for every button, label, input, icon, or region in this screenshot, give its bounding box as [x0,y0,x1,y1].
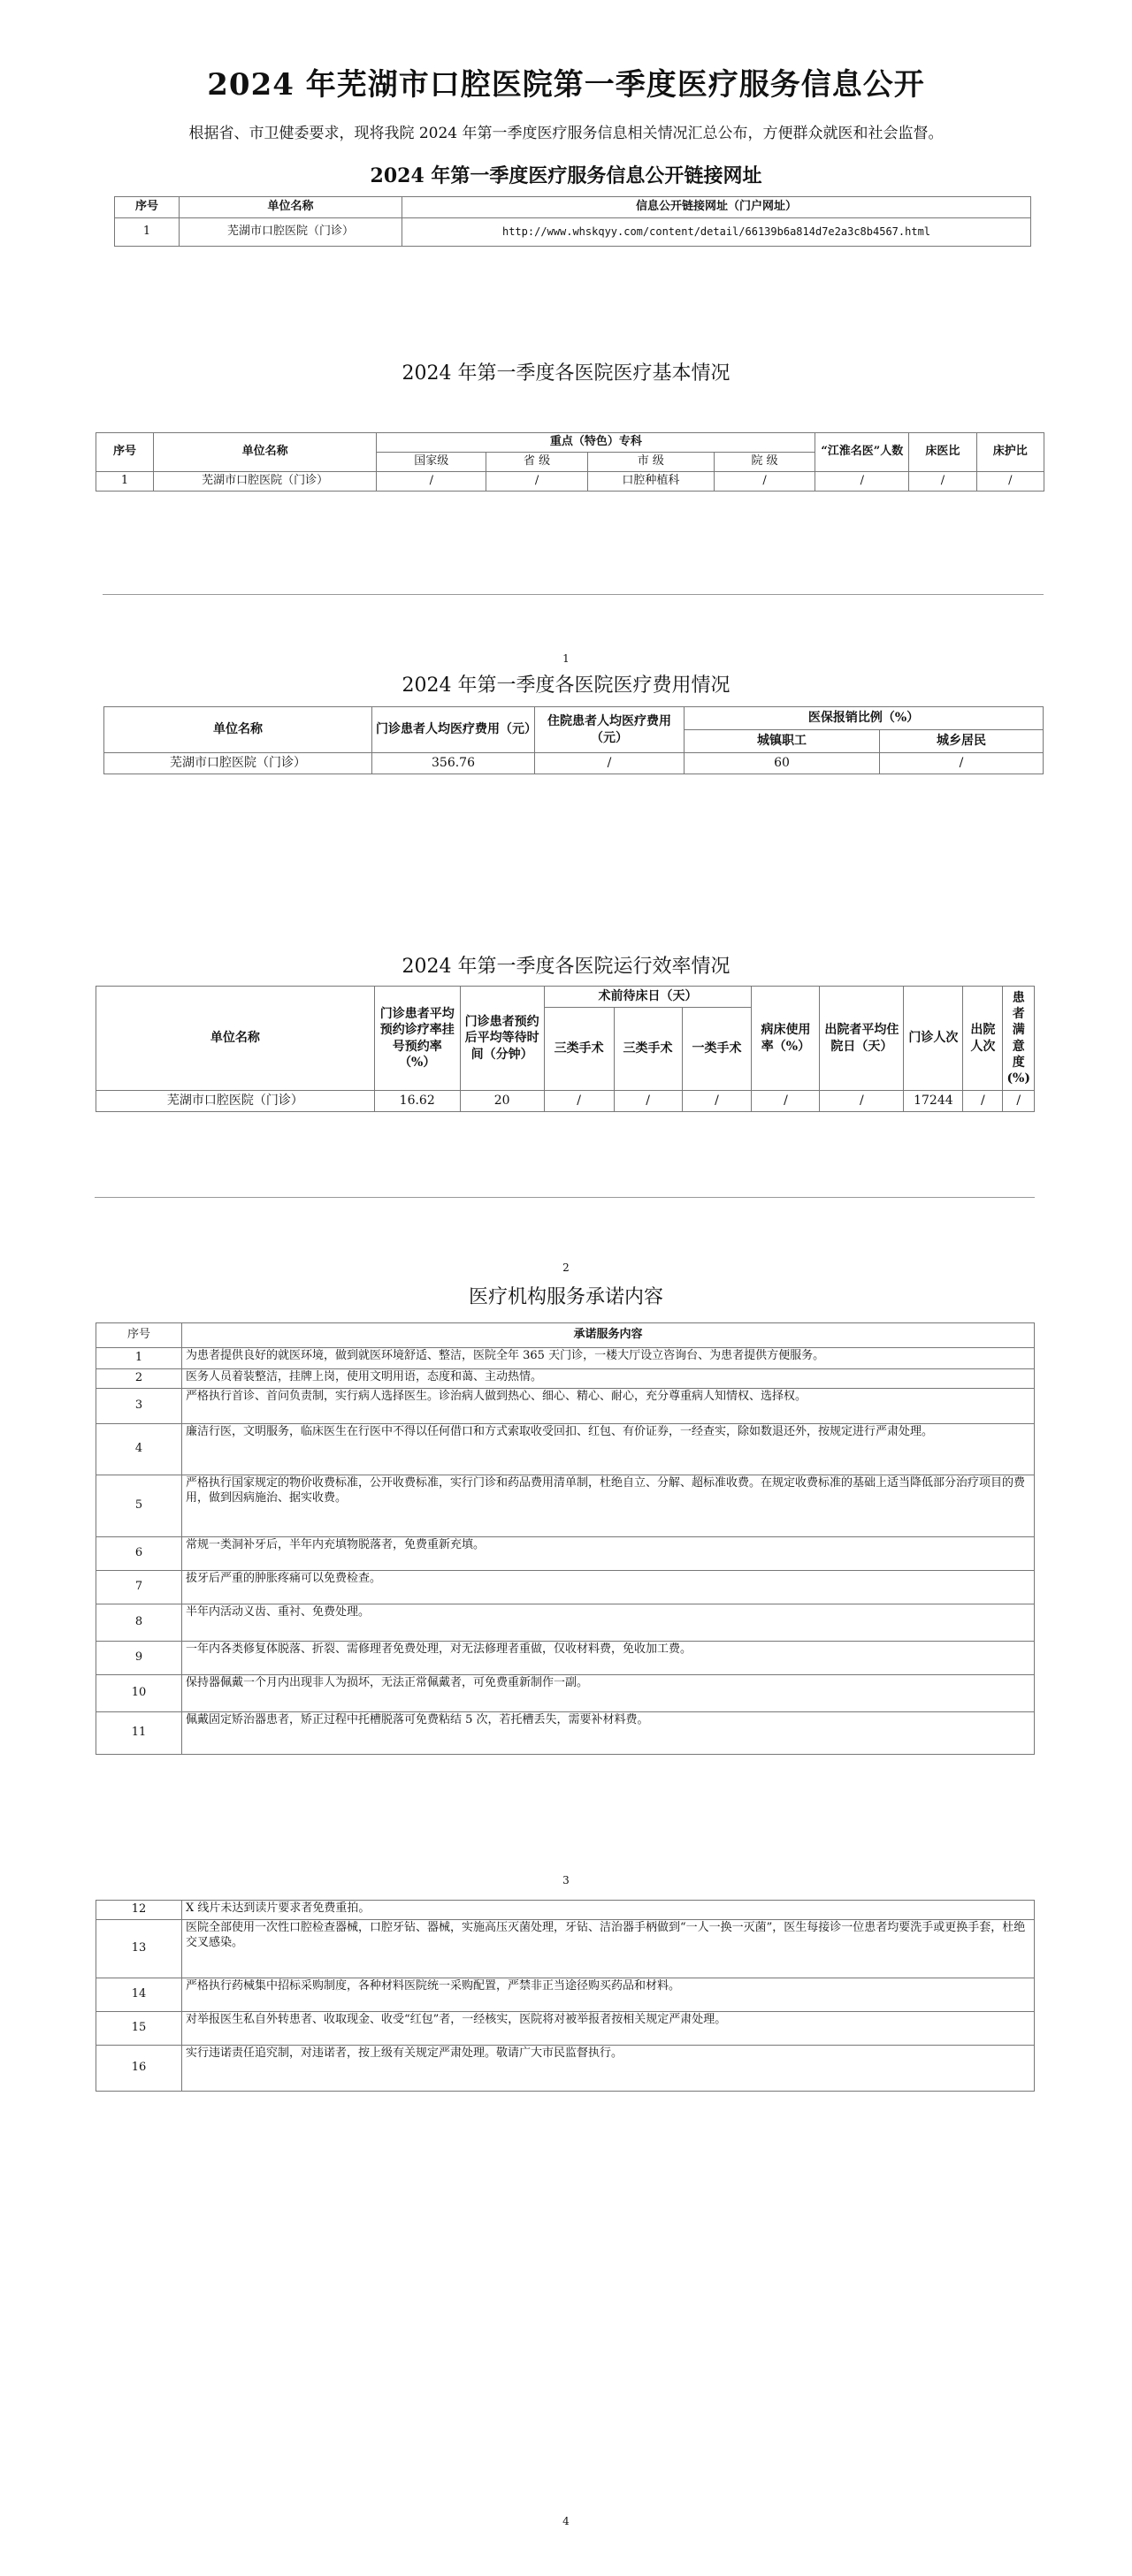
page-number: 2 [562,1261,570,1274]
cell-no: 6 [96,1537,182,1571]
cell: / [909,472,976,492]
col-header: 单位名称 [153,433,376,472]
cell-no: 4 [96,1424,182,1475]
cell: 17244 [904,1091,963,1112]
cell-no: 15 [96,2012,182,2046]
page-title: 2024 年芜湖市口腔医院第一季度医疗服务信息公开 [207,67,925,103]
cell: / [714,472,815,492]
table-row [96,1424,1035,1475]
cell-no: 12 [96,1901,182,1920]
col-header: 门诊人次 [904,987,963,1091]
col-header: 单位名称 [96,987,375,1091]
col-header: 省 级 [486,453,587,472]
cell: / [544,1091,614,1112]
links-title: 2024 年第一季度医疗服务信息公开链接网址 [370,164,762,187]
promise-table-continued [96,1900,1035,2092]
table-row [96,1675,1035,1712]
cell-content: 医务人员着装整洁，挂牌上岗，使用文明用语，态度和蔼、主动热情。 [182,1369,1035,1389]
cell-no: 9 [96,1642,182,1675]
col-header: 医保报销比例（%） [685,707,1044,730]
col-header: 门诊患者人均医疗费用（元） [372,707,535,753]
efficiency-table [96,986,1035,1112]
basic-table [96,432,1044,492]
col-header: 三类手术 [544,1008,614,1091]
cell-no: 5 [96,1475,182,1537]
col-header: 单位名称 [104,707,372,753]
cell-no: 1 [96,1348,182,1369]
cell-content: 廉洁行医，文明服务，临床医生在行医中不得以任何借口和方式索取收受回扣、红包、有价证券，一经查实，除如数退还外，按规定进行严肃处理。 [182,1424,1035,1475]
page-number: 3 [562,1874,570,1886]
promise-table [96,1322,1035,1755]
table-row [96,1920,1035,1978]
table-row [96,1712,1035,1755]
col-header: 床护比 [976,433,1044,472]
cell: / [963,1091,1003,1112]
cell-unit: 芜湖市口腔医院（门诊） [104,753,372,774]
promise-title: 医疗机构服务承诺内容 [468,1286,663,1308]
cell-url[interactable]: http://www.whskqyy.com/content/detail/66139b6a814d7e2a3c8b4567.html [402,218,1031,247]
col-header: 信息公开链接网址（门户网址） [402,197,1031,218]
col-header: 城乡居民 [880,730,1044,753]
table-row [96,1604,1035,1642]
cell-no: 7 [96,1571,182,1604]
table-row [96,1571,1035,1604]
col-header: 城镇职工 [685,730,880,753]
col-header: 单位名称 [180,197,402,218]
links-table [114,196,1031,247]
cell-unit: 芜湖市口腔医院（门诊） [180,218,402,247]
cost-table [103,706,1044,774]
cell-content: 严格执行首诊、首问负责制，实行病人选择医生。诊治病人做到热心、细心、精心、耐心，充分尊重病人知情权、选择权。 [182,1389,1035,1424]
table-row [96,1348,1035,1369]
basic-title: 2024 年第一季度各医院医疗基本情况 [402,362,730,385]
col-header: 院 级 [714,453,815,472]
cell-content: 半年内活动义齿、重衬、免费处理。 [182,1604,1035,1642]
cost-title: 2024 年第一季度各医院医疗费用情况 [402,674,730,697]
cell: / [614,1091,682,1112]
cell-no: 1 [115,218,180,247]
cell-no: 14 [96,1978,182,2012]
cell-no: 16 [96,2046,182,2092]
cell-no: 3 [96,1389,182,1424]
cell-content: 严格执行国家规定的物价收费标准，公开收费标准，实行门诊和药品费用清单制，杜绝自立、分解、超标准收费。在规定收费标准的基础上适当降低部分治疗项目的费用，做到因病施治、据实收费。 [182,1475,1035,1537]
cell: 20 [460,1091,544,1112]
table-row [96,1389,1035,1424]
cell-no: 8 [96,1604,182,1642]
efficiency-title: 2024 年第一季度各医院运行效率情况 [402,956,730,978]
col-header: 一类手术 [682,1008,752,1091]
cell: 356.76 [372,753,535,774]
cell: 16.62 [374,1091,460,1112]
col-header: 住院患者人均医疗费用（元） [535,707,685,753]
cell-content: 保持器佩戴一个月内出现非人为损坏，无法正常佩戴者，可免费重新制作一副。 [182,1675,1035,1712]
cell: / [820,1091,904,1112]
col-header: 床医比 [909,433,976,472]
table-row [96,1642,1035,1675]
cell-content: 严格执行药械集中招标采购制度，各种材料医院统一采购配置，严禁非正当途径购买药品和材料。 [182,1978,1035,2012]
col-header: 出院人次 [963,987,1003,1091]
cell-no: 10 [96,1675,182,1712]
table-row [96,1901,1035,1920]
cell-content: 拔牙后严重的肿胀疼痛可以免费检查。 [182,1571,1035,1604]
col-header: 三类手术 [614,1008,682,1091]
table-row [96,2012,1035,2046]
table-row [96,1475,1035,1537]
col-header: 市 级 [587,453,714,472]
col-header: 病床使用率（%） [752,987,820,1091]
cell-no: 13 [96,1920,182,1978]
divider [103,594,1044,595]
page-number: 1 [562,652,570,665]
col-header: 国家级 [377,453,486,472]
cell: / [535,753,685,774]
table-row [96,1537,1035,1571]
page-number: 4 [562,2515,570,2527]
col-header: 序号 [96,1323,182,1348]
cell: / [682,1091,752,1112]
col-header: 出院者平均住院日（天） [820,987,904,1091]
col-header: 术前待床日（天） [544,987,752,1008]
col-header: 序号 [115,197,180,218]
divider [95,1197,1035,1198]
cell: / [377,472,486,492]
cell: / [880,753,1044,774]
cell-no: 1 [96,472,154,492]
cell-content: 佩戴固定矫治器患者，矫正过程中托槽脱落可免费粘结 5 次，若托槽丢失，需要补材料费。 [182,1712,1035,1755]
cell: / [752,1091,820,1112]
cell: / [486,472,587,492]
intro-text: 根据省、市卫健委要求，现将我院 2024 年第一季度医疗服务信息相关情况汇总公布，方便群众就医和社会监督。 [188,125,944,142]
col-header: 重点（特色）专科 [377,433,815,453]
col-header: 序号 [96,433,154,472]
cell-content: 常规一类洞补牙后，半年内充填物脱落者，免费重新充填。 [182,1537,1035,1571]
cell: / [815,472,909,492]
cell: / [976,472,1044,492]
table-row [96,1978,1035,2012]
cell: / [1003,1091,1035,1112]
cell-content: X 线片未达到读片要求者免费重拍。 [182,1901,1035,1920]
table-row [96,1369,1035,1389]
cell-no: 2 [96,1369,182,1389]
cell-unit: 芜湖市口腔医院（门诊） [96,1091,375,1112]
col-header: 门诊患者预约后平均等待时间（分钟） [460,987,544,1091]
cell-content: 对举报医生私自外转患者、收取现金、收受“红包”者，一经核实，医院将对被举报者按相关规定严肃处理。 [182,2012,1035,2046]
cell: 口腔种植科 [587,472,714,492]
col-header: “江淮名医”人数 [815,433,909,472]
cell-unit: 芜湖市口腔医院（门诊） [153,472,376,492]
cell-content: 一年内各类修复体脱落、折裂、需修理者免费处理，对无法修理者重做，仅收材料费，免收加工费。 [182,1642,1035,1675]
cell: 60 [685,753,880,774]
cell-content: 为患者提供良好的就医环境，做到就医环境舒适、整洁，医院全年 365 天门诊，一楼大厅设立咨询台、为患者提供方便服务。 [182,1348,1035,1369]
col-header: 承诺服务内容 [182,1323,1035,1348]
cell-content: 实行违诺责任追究制，对违诺者，按上级有关规定严肃处理。敬请广大市民监督执行。 [182,2046,1035,2092]
col-header: 患者满意度(%) [1003,987,1035,1091]
cell-content: 医院全部使用一次性口腔检查器械，口腔牙钻、器械，实施高压灭菌处理，牙钻、洁治器手柄做到“一人一换一灭菌”，医生每接诊一位患者均要洗手或更换手套，杜绝交叉感染。 [182,1920,1035,1978]
table-row [96,2046,1035,2092]
col-header: 门诊患者平均预约诊疗率挂号预约率（%） [374,987,460,1091]
cell-no: 11 [96,1712,182,1755]
